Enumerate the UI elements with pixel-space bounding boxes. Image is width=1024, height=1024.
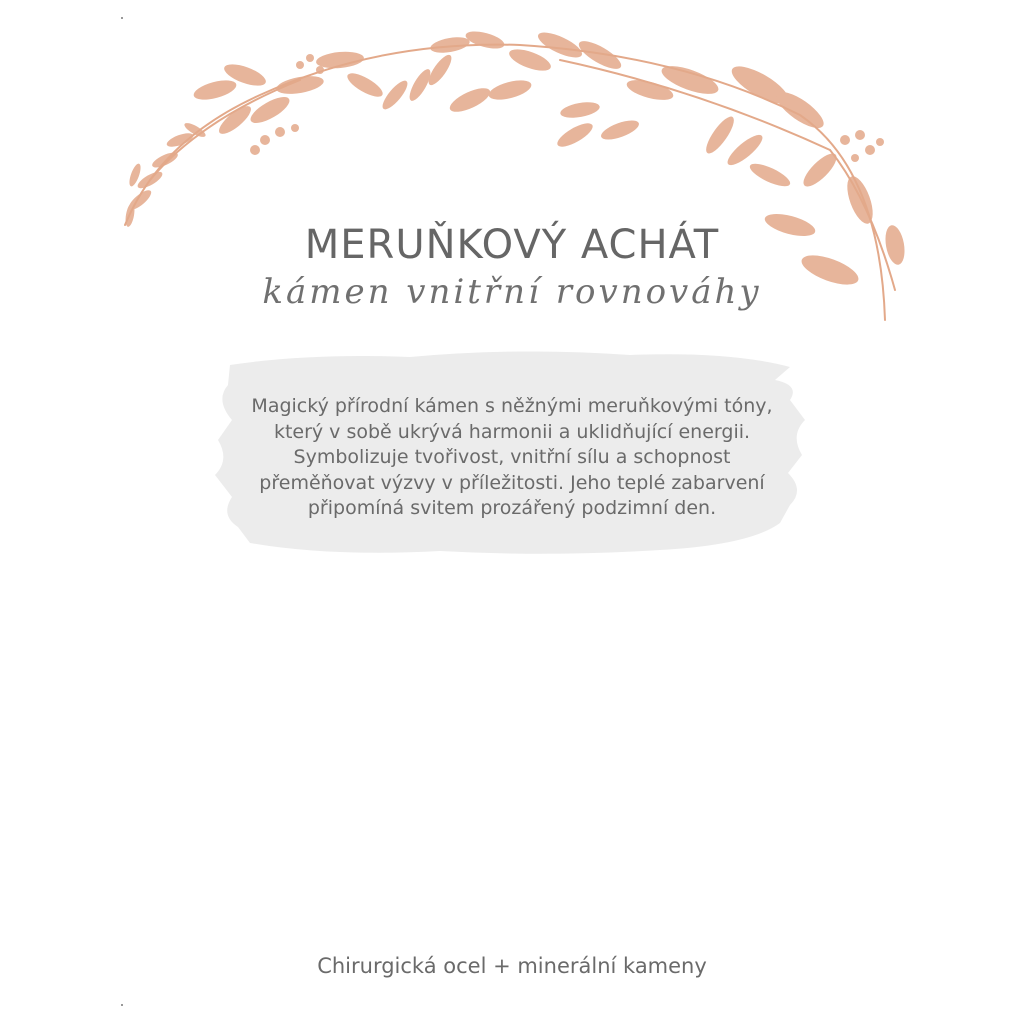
description xyxy=(220,394,804,522)
description-line: přeměňovat výzvy v příležitosti. Jeho teplé zabarvení xyxy=(259,471,765,494)
page-title: MERUŇKOVÝ ACHÁT xyxy=(304,222,720,268)
material-footer: Chirurgická ocel + minerální kameny xyxy=(317,954,707,978)
description-line: který v sobě ukrývá harmonii a uklidňující energii. xyxy=(273,420,751,443)
description-line: Magický přírodní kámen s něžnými meruňkovými tóny, xyxy=(251,395,773,417)
description-line: připomíná svitem prozářený podzimní den. xyxy=(307,497,717,519)
page-subtitle: kámen vnitřní rovnováhy xyxy=(262,272,762,312)
corner-mark-bottom xyxy=(121,1004,123,1006)
description-line: Symbolizuje tvořivost, vnitřní sílu a schopnost xyxy=(293,446,731,468)
